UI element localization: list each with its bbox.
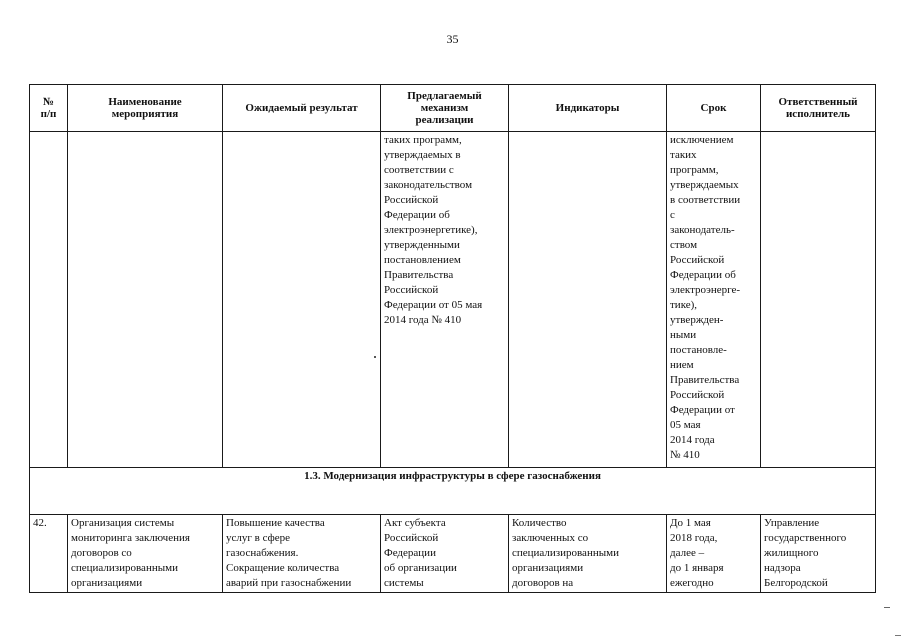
item-indicators: Количество заключенных со специализированными организациями договоров на <box>509 515 667 593</box>
page-number: 35 <box>446 32 459 46</box>
header-number: № п/п <box>30 85 68 132</box>
item-result: Повышение качества услуг в сфере газоснабжения. Сокращение количества аварий при газоснабжении <box>223 515 381 593</box>
cont-indicators-cell <box>509 132 667 468</box>
header-responsible: Ответственный исполнитель <box>761 85 876 132</box>
header-result: Ожидаемый результат <box>223 85 381 132</box>
table-row <box>30 515 876 593</box>
header-mechanism: Предлагаемый механизм реализации <box>381 85 509 132</box>
item-mechanism: Акт субъекта Российской Федерации об организации системы <box>381 515 509 593</box>
scan-speck <box>374 356 376 358</box>
cont-result-cell <box>223 132 381 468</box>
cont-responsible-cell <box>761 132 876 468</box>
corner-mark <box>895 632 901 636</box>
item-responsible: Управление государственного жилищного надзора Белгородской <box>761 515 876 593</box>
header-indicators: Индикаторы <box>509 85 667 132</box>
header-row <box>30 85 876 132</box>
margin-tick-mark <box>884 607 890 608</box>
item-deadline: До 1 мая 2018 года, далее – до 1 января ежегодно <box>667 515 761 593</box>
cont-deadline-cell: исключением таких программ, утверждаемых в соответствии с законодатель- ством Российской Федерации об электроэнерге- тике), утвержден- ными постановле- нием Правительства Российской Федерации от 05 мая 2014 года № 410 <box>667 132 761 468</box>
continuation-row <box>30 132 876 468</box>
section-row <box>30 468 876 515</box>
cont-name-cell <box>68 132 223 468</box>
cont-mechanism-cell: таких программ, утверждаемых в соответствии с законодательством Российской Федерации об электроэнергетике), утвержденными постановлением Правительства Российской Федерации от 05 мая 2014 года № 410 <box>381 132 509 468</box>
cont-number-cell <box>30 132 68 468</box>
measures-table <box>29 84 876 593</box>
header-name: Наименование мероприятия <box>68 85 223 132</box>
item-name: Организация системы мониторинга заключения договоров со специализированными организациями <box>68 515 223 593</box>
section-title: 1.3. Модернизация инфраструктуры в сфере газоснабжения <box>30 468 876 515</box>
item-number: 42. <box>30 515 68 593</box>
header-deadline: Срок <box>667 85 761 132</box>
